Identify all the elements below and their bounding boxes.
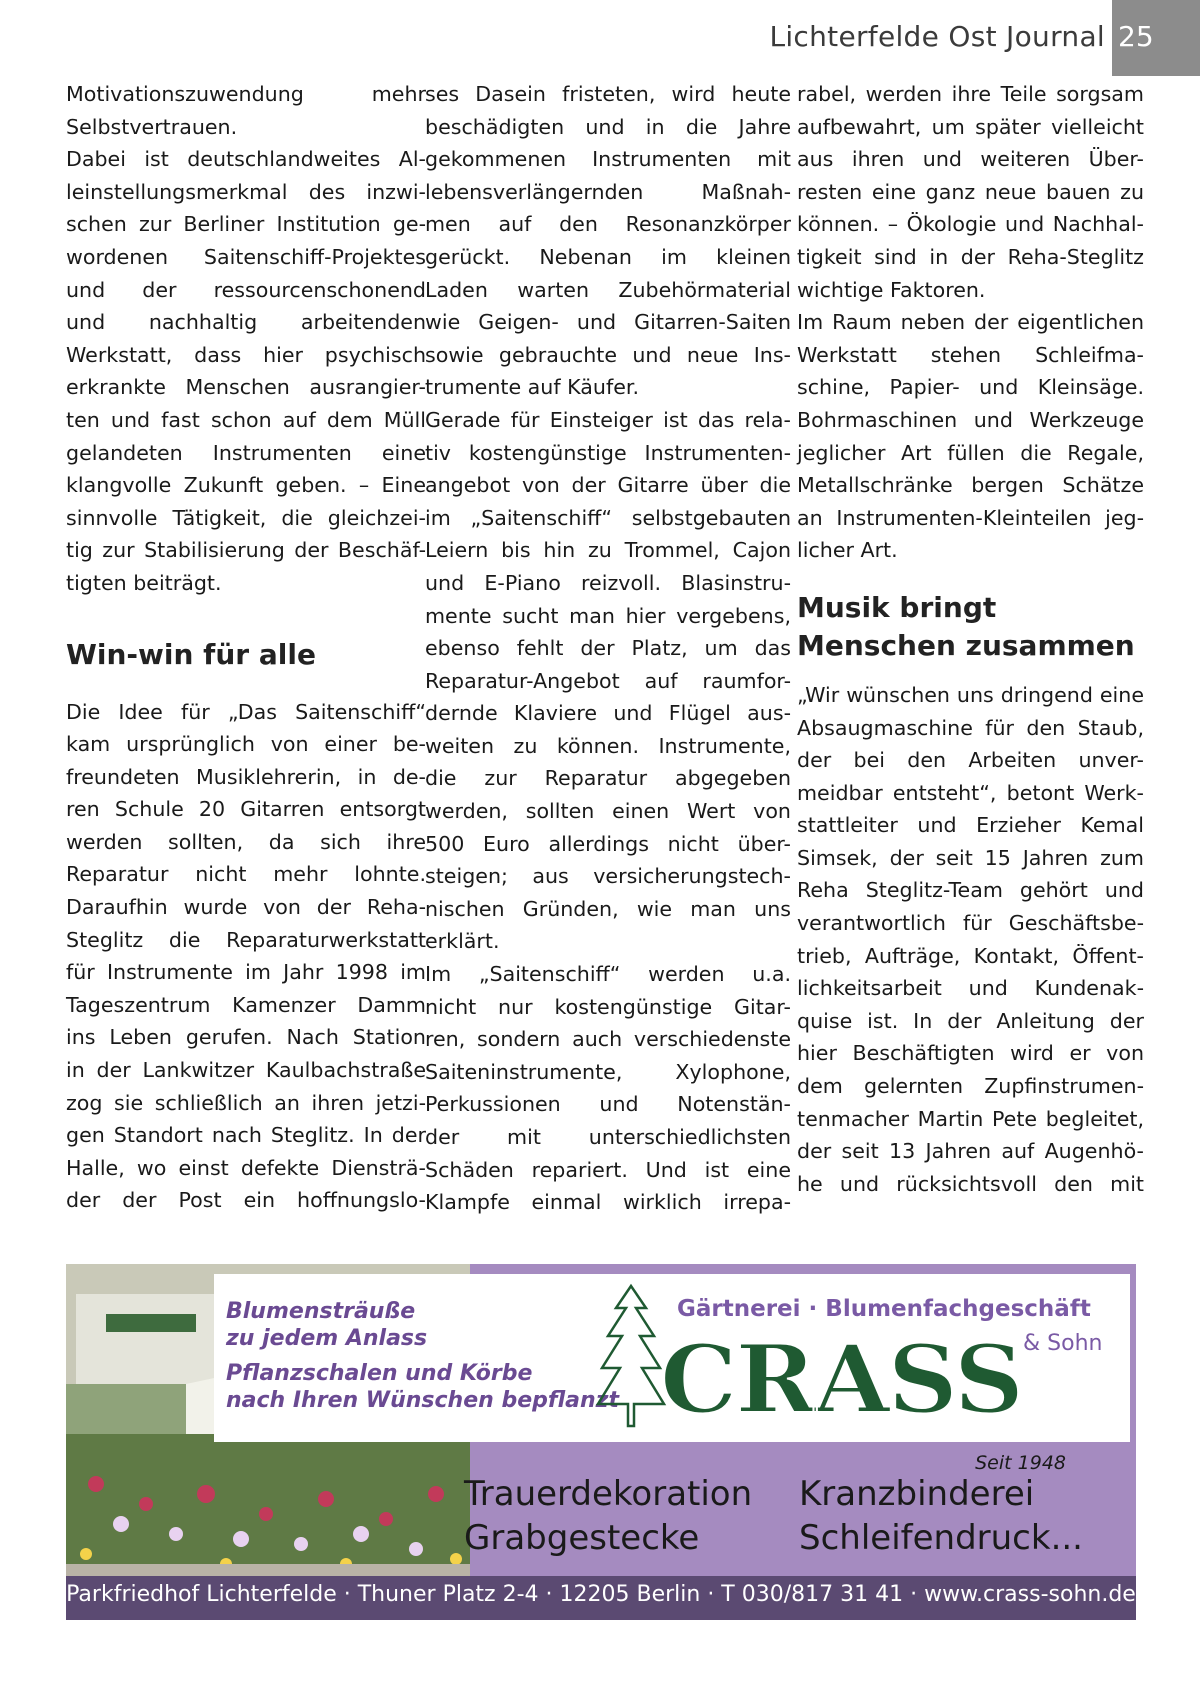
text-line: in der Lankwitzer Kaulbachstraße bbox=[66, 1058, 426, 1083]
text-line: Werkstatt stehen Schleifma- bbox=[797, 342, 1144, 367]
text-line: ses Dasein fristeten, wird heute bbox=[425, 82, 791, 106]
ad-tagline-bouquets-line1: Blumensträuße bbox=[226, 1299, 416, 1324]
text-line: Dabei ist deutschlandweites Al- bbox=[66, 147, 426, 172]
text-line: lebensverlängernden Maßnah- bbox=[425, 179, 791, 204]
text-line: ren, sondern auch verschiedenste bbox=[425, 1027, 791, 1052]
text-line: rabel, werden ihre Teile sorgsam bbox=[797, 82, 1144, 106]
text-line: der bei den Arbeiten unver- bbox=[797, 748, 1144, 773]
ad-business-type: Gärtnerei · Blumenfachgeschäft bbox=[677, 1296, 1091, 1322]
column-1-paragraph-2 bbox=[66, 696, 426, 1218]
text-line: erkrankte Menschen ausrangier- bbox=[66, 375, 426, 400]
text-line: Laden warten Zubehörmaterial bbox=[425, 277, 791, 302]
ad-service-mourning-line1: Trauerdekoration bbox=[464, 1474, 753, 1514]
text-line: gelandeten Instrumenten eine bbox=[66, 440, 426, 465]
text-line: angebot von der Gitarre über die bbox=[425, 473, 791, 498]
ad-brand-suffix: & Sohn bbox=[1023, 1331, 1103, 1356]
text-line: tigten beiträgt. bbox=[66, 570, 222, 595]
ad-tagline-bouquets-line2: zu jedem Anlass bbox=[226, 1326, 428, 1351]
text-line: resten eine ganz neue bauen zu bbox=[797, 179, 1144, 204]
text-line: meidbar entsteht“, betont Werk- bbox=[797, 780, 1144, 805]
text-line: steigen; aus versicherungstech- bbox=[425, 864, 791, 889]
column-3-paragraph bbox=[797, 78, 1144, 567]
text-line: Bohrmaschinen und Werkzeuge bbox=[797, 407, 1144, 432]
ad-service-mourning bbox=[464, 1472, 752, 1560]
text-line: und E-Piano reizvoll. Blasinstru- bbox=[425, 570, 791, 595]
text-line: klangvolle Zukunft geben. – Eine bbox=[66, 473, 426, 498]
article-column-1 bbox=[66, 78, 426, 1217]
text-line: werden, sollten einen Wert von bbox=[425, 799, 791, 824]
text-line: Motivationszuwendung mehr bbox=[66, 82, 426, 106]
ad-service-wreath-line2: Schleifendruck... bbox=[799, 1518, 1083, 1558]
text-line: Selbstvertrauen. bbox=[66, 114, 238, 139]
text-line: leinstellungsmerkmal des inzwi- bbox=[66, 179, 426, 204]
ad-tagline-bouquets bbox=[226, 1298, 427, 1352]
text-line: und der ressourcenschonend bbox=[66, 277, 426, 302]
text-line: ten und fast schon auf dem Müll bbox=[66, 407, 426, 432]
text-line: Leiern bis hin zu Trommel, Cajon bbox=[425, 538, 791, 563]
ad-service-wreath-line1: Kranzbinderei bbox=[799, 1474, 1035, 1514]
tree-logo-icon bbox=[594, 1282, 668, 1430]
text-line: der seit 13 Jahren auf Augenhö- bbox=[797, 1139, 1144, 1164]
text-line: und nachhaltig arbeitenden bbox=[66, 310, 426, 335]
text-line: Perkussionen und Notenstän- bbox=[425, 1092, 791, 1117]
text-line: Gerade für Einsteiger ist das rela- bbox=[425, 407, 791, 432]
text-line: tenmacher Martin Pete begleitet, bbox=[797, 1106, 1144, 1131]
text-line: Reparatur nicht mehr lohnte. bbox=[66, 862, 426, 887]
text-line: Daraufhin wurde von der Reha- bbox=[66, 895, 426, 920]
subheading-musik-line1: Musik bringt bbox=[797, 590, 997, 624]
text-line: licher Art. bbox=[797, 538, 898, 563]
text-line: Simsek, der seit 15 Jahren zum bbox=[797, 845, 1144, 870]
subheading-musik-line2: Menschen zusammen bbox=[797, 628, 1135, 662]
column-1-paragraph bbox=[66, 78, 426, 600]
text-line: tiv kostengünstige Instrumenten- bbox=[425, 440, 791, 465]
ad-tagline-planters-line2: nach Ihren Wünschen bepflanzt bbox=[226, 1388, 620, 1413]
text-line: aus ihren und weiteren Über- bbox=[797, 147, 1144, 172]
text-line: erklärt. bbox=[425, 929, 500, 954]
page-header bbox=[0, 0, 1200, 82]
text-line: sinnvolle Tätigkeit, die gleichzei- bbox=[66, 505, 426, 530]
text-line: ins Leben gerufen. Nach Station bbox=[66, 1025, 426, 1050]
text-line: Im „Saitenschiff“ werden u.a. bbox=[425, 962, 791, 987]
text-line: stattleiter und Erzieher Kemal bbox=[797, 813, 1144, 838]
text-line: lichkeitsarbeit und Kundenak- bbox=[797, 976, 1144, 1001]
text-line: freundeten Musiklehrerin, in de- bbox=[66, 764, 426, 789]
text-line: Reparatur-Angebot auf raumfor- bbox=[425, 668, 791, 693]
text-line: Absaugmaschine für den Staub, bbox=[797, 715, 1144, 740]
text-line: 500 Euro allerdings nicht über- bbox=[425, 831, 791, 856]
text-line: zog sie schließlich an ihren jetzi- bbox=[66, 1090, 426, 1115]
text-line: dem gelernten Zupfinstrumen- bbox=[797, 1074, 1144, 1099]
article-column-3 bbox=[797, 78, 1144, 1200]
text-line: schine, Papier- und Kleinsäge. bbox=[797, 375, 1144, 400]
text-line: gekommenen Instrumenten mit bbox=[425, 147, 791, 172]
text-line: kam ursprünglich von einer be- bbox=[66, 732, 426, 757]
text-line: men auf den Resonanzkörper bbox=[425, 212, 791, 237]
column-2-paragraph bbox=[425, 78, 791, 1219]
text-line: Die Idee für „Das Saitenschiff“ bbox=[66, 699, 426, 724]
ad-tagline-planters-line1: Pflanzschalen und Körbe bbox=[226, 1361, 533, 1386]
text-line: Halle, wo einst defekte Diensträ- bbox=[66, 1155, 426, 1180]
advertisement bbox=[66, 1264, 1136, 1620]
text-line: „Wir wünschen uns dringend eine bbox=[797, 682, 1144, 707]
text-line: ren Schule 20 Gitarren entsorgt bbox=[66, 797, 426, 822]
text-line: die zur Reparatur abgegeben bbox=[425, 766, 791, 791]
text-line: Tageszentrum Kamenzer Damm bbox=[66, 992, 426, 1017]
text-line: können. – Ökologie und Nachhal- bbox=[797, 212, 1144, 237]
text-line: im „Saitenschiff“ selbstgebauten bbox=[425, 505, 791, 530]
text-line: wichtige Faktoren. bbox=[797, 277, 986, 302]
text-line: schen zur Berliner Institution ge- bbox=[66, 212, 426, 237]
text-line: gerückt. Nebenan im kleinen bbox=[425, 244, 791, 269]
text-line: quise ist. In der Anleitung der bbox=[797, 1008, 1144, 1033]
text-line: sowie gebrauchte und neue Ins- bbox=[425, 342, 791, 367]
text-line: aufbewahrt, um später vielleicht bbox=[797, 114, 1144, 139]
text-line: nischen Gründen, wie man uns bbox=[425, 896, 791, 921]
text-line: he und rücksichtsvoll den mit bbox=[797, 1171, 1144, 1196]
text-line: Reha Steglitz-Team gehört und bbox=[797, 878, 1144, 903]
subheading-win-win: Win-win für alle bbox=[66, 637, 316, 671]
text-line: Saiteninstrumente, Xylophone, bbox=[425, 1059, 791, 1084]
text-line: ebenso fehlt der Platz, um das bbox=[425, 636, 791, 661]
crass-logo bbox=[658, 1332, 1026, 1422]
ad-address: Parkfriedhof Lichterfelde · Thuner Platz 2-4 · 12205 Berlin · T 030/817 31 41 · www.crass-sohn.de bbox=[66, 1582, 1136, 1607]
text-line: Im Raum neben der eigentlichen bbox=[797, 310, 1144, 335]
text-line: hier Beschäftigten wird er von bbox=[797, 1041, 1144, 1066]
ad-service-wreath bbox=[799, 1472, 1083, 1560]
text-line: Schäden repariert. Und ist eine bbox=[425, 1157, 791, 1182]
text-line: Metallschränke bergen Schätze bbox=[797, 473, 1144, 498]
text-line: Steglitz die Reparaturwerkstatt bbox=[66, 927, 426, 952]
text-line: gen Standort nach Steglitz. In der bbox=[66, 1123, 426, 1148]
text-line: wie Geigen- und Gitarren-Saiten bbox=[425, 310, 791, 335]
text-line: trumente auf Käufer. bbox=[425, 375, 639, 400]
text-line: der der Post ein hoffnungslo- bbox=[66, 1188, 426, 1213]
ad-tagline-planters bbox=[226, 1360, 619, 1414]
column-3-paragraph-2 bbox=[797, 679, 1144, 1201]
text-line: beschädigten und in die Jahre bbox=[425, 114, 791, 139]
journal-title: Lichterfelde Ost Journal bbox=[769, 20, 1105, 53]
subheading-musik bbox=[797, 589, 1144, 665]
text-line: tigkeit sind in der Reha-Steglitz bbox=[797, 244, 1144, 269]
text-line: tig zur Stabilisierung der Beschäf- bbox=[66, 538, 426, 563]
article-column-2 bbox=[425, 78, 791, 1219]
text-line: dernde Klaviere und Flügel aus- bbox=[425, 701, 791, 726]
text-line: für Instrumente im Jahr 1998 im bbox=[66, 960, 426, 985]
text-line: der mit unterschiedlichsten bbox=[425, 1125, 791, 1149]
text-line: mente sucht man hier vergebens, bbox=[425, 603, 791, 628]
text-line: werden sollten, da sich ihre bbox=[66, 829, 426, 854]
text-line: verantwortlich für Geschäftsbe- bbox=[797, 911, 1144, 936]
page-number: 25 bbox=[1118, 20, 1154, 53]
text-line: jeglicher Art füllen die Regale, bbox=[797, 440, 1144, 465]
text-line: Werkstatt, dass hier psychisch bbox=[66, 342, 426, 367]
text-line: Klampfe einmal wirklich irrepa- bbox=[425, 1190, 791, 1215]
ad-since: Seit 1948 bbox=[975, 1452, 1066, 1474]
ad-service-mourning-line2: Grabgestecke bbox=[464, 1518, 700, 1558]
text-line: an Instrumenten-Kleinteilen jeg- bbox=[797, 505, 1144, 530]
text-line: wordenen Saitenschiff-Projektes bbox=[66, 244, 426, 269]
text-line: weiten zu können. Instrumente, bbox=[425, 733, 791, 758]
crass-logo-text: CRASS bbox=[660, 1332, 1022, 1422]
text-line: trieb, Aufträge, Kontakt, Öffent- bbox=[797, 943, 1144, 968]
text-line: nicht nur kostengünstige Gitar- bbox=[425, 994, 791, 1019]
